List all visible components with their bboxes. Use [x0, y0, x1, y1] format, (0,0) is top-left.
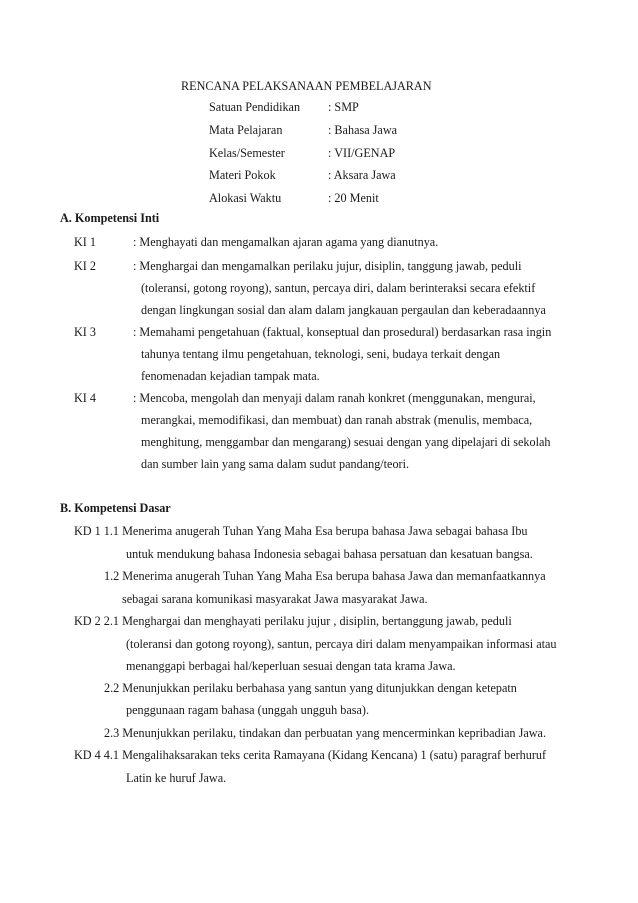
identity-label-kelas: Kelas/Semester [209, 146, 285, 160]
kd-line: untuk mendukung bahasa Indonesia sebagai bahasa persatuan dan kesatuan bangsa. [126, 547, 533, 561]
identity-value-satuan: : SMP [328, 100, 359, 114]
kd-line: 1.2 Menerima anugerah Tuhan Yang Maha Esa berupa bahasa Jawa dan memanfaatkannya [104, 569, 546, 583]
identity-label-alokasi: Alokasi Waktu [209, 191, 282, 205]
section-a-heading: A. Kompetensi Inti [60, 211, 160, 225]
ki-text-line: tahunya tentang ilmu pengetahuan, teknologi, seni, budaya terkait dengan [141, 347, 501, 361]
identity-label-satuan: Satuan Pendidikan [209, 100, 301, 114]
identity-value-materi: : Aksara Jawa [328, 168, 396, 182]
ki-text-line: : Mencoba, mengolah dan menyaji dalam ranah konkret (menggunakan, mengurai, [133, 391, 536, 405]
document-title: RENCANA PELAKSANAAN PEMBELAJARAN [181, 79, 432, 93]
ki-code: KI 1 [74, 235, 97, 249]
kd-line: 2.3 Menunjukkan perilaku, tindakan dan perbuatan yang mencerminkan kepribadian Jawa. [104, 726, 546, 740]
kd-line: menanggapi berbagai hal/keperluan sesuai dengan tata krama Jawa. [126, 659, 456, 673]
identity-label-mapel: Mata Pelajaran [209, 123, 283, 137]
ki-text-line: : Memahami pengetahuan (faktual, konseptual dan prosedural) berdasarkan rasa ingin [133, 325, 552, 339]
kd-line: KD 1 1.1 Menerima anugerah Tuhan Yang Maha Esa berupa bahasa Jawa sebagai bahasa Ibu [74, 524, 528, 538]
identity-label-materi: Materi Pokok [209, 168, 276, 182]
ki-text-line: merangkai, memodifikasi, dan membuat) dan ranah abstrak (menulis, membaca, [141, 413, 533, 427]
kd-line: KD 4 4.1 Mengalihaksarakan teks cerita Ramayana (Kidang Kencana) 1 (satu) paragraf berhuruf [74, 748, 547, 762]
ki-text-line: dengan lingkungan sosial dan alam dalam jangkauan pergaulan dan keberadaannya [141, 303, 546, 317]
kd-line: KD 2 2.1 Menghargai dan menghayati perilaku jujur , disiplin, bertanggung jawab, peduli [74, 614, 512, 628]
ki-code: KI 3 [74, 325, 97, 339]
kd-line: sebagai sarana komunikasi masyarakat Jawa masyarakat Jawa. [122, 592, 428, 606]
kd-line: 2.2 Menunjukkan perilaku berbahasa yang santun yang ditunjukkan dengan ketepatn [104, 681, 517, 695]
ki-text-line: dan sumber lain yang sama dalam sudut pandang/teori. [141, 457, 410, 471]
identity-value-alokasi: : 20 Menit [328, 191, 379, 205]
ki-code: KI 4 [74, 391, 97, 405]
ki-text-line: menghitung, menggambar dan mengarang) sesuai dengan yang dipelajari di sekolah [141, 435, 551, 449]
ki-code: KI 2 [74, 259, 97, 273]
ki-text-line: : Menghargai dan mengamalkan perilaku jujur, disiplin, tanggung jawab, peduli [133, 259, 522, 273]
ki-text-line: (toleransi, gotong royong), santun, percaya diri, dalam berinteraksi secara efektif [141, 281, 536, 295]
kd-line: Latin ke huruf Jawa. [126, 771, 227, 785]
kd-line: penggunaan ragam bahasa (unggah ungguh basa). [126, 703, 369, 717]
ki-text-line: : Menghayati dan mengamalkan ajaran agama yang dianutnya. [133, 235, 439, 249]
identity-value-kelas: : VII/GENAP [328, 146, 396, 160]
ki-text-line: fenomenadan kejadian tampak mata. [141, 369, 320, 383]
identity-value-mapel: : Bahasa Jawa [328, 123, 398, 137]
kd-line: (toleransi dan gotong royong), santun, percaya diri dalam menyampaikan informasi atau [126, 637, 557, 651]
section-b-heading: B. Kompetensi Dasar [60, 501, 171, 515]
